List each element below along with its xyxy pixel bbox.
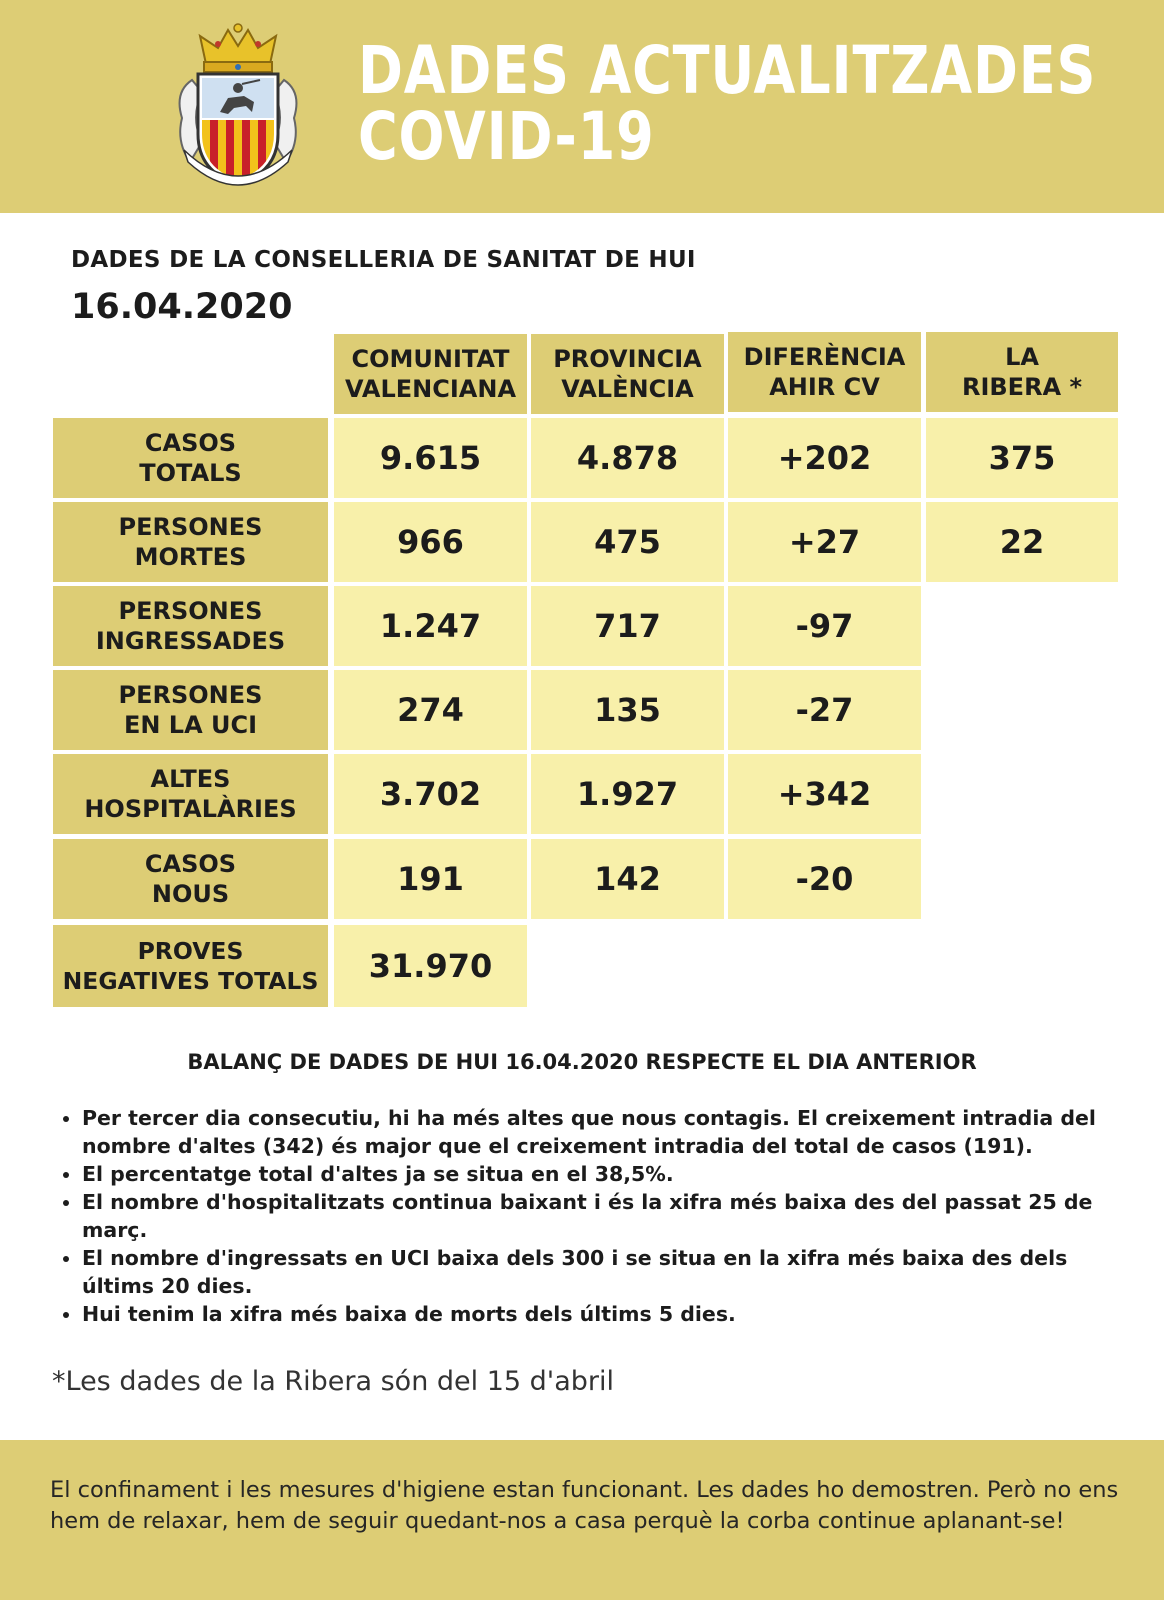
list-item: • El nombre d'hospitalitzats continua baixant i és la xifra més baixa des del passat 25 de març.: [82, 1188, 1142, 1244]
value-cell: +202: [728, 418, 921, 498]
row-label-persones-ingressades: PERSONES INGRESSADES: [53, 586, 328, 666]
value-cell: 142: [531, 839, 724, 919]
value-cell: 1.927: [531, 754, 724, 834]
value-cell: 375: [926, 418, 1118, 498]
column-header-comunitat: COMUNITAT VALENCIANA: [334, 334, 527, 414]
value-cell: 9.615: [334, 418, 527, 498]
ribera-footnote: *Les dades de la Ribera són del 15 d'abril: [52, 1366, 615, 1397]
column-header-provincia: PROVINCIA VALÈNCIA: [531, 334, 724, 414]
value-cell: 31.970: [334, 925, 527, 1007]
value-cell: 717: [531, 586, 724, 666]
value-cell: 135: [531, 670, 724, 750]
list-item: • Hui tenim la xifra més baixa de morts dels últims 5 dies.: [82, 1300, 1142, 1328]
list-item: • Per tercer dia consecutiu, hi ha més altes que nous contagis. El creixement intradia del nombre d'altes (342) és major que el creixement intradia del total de casos (191).: [82, 1104, 1142, 1160]
row-label-casos-nous: CASOS NOUS: [53, 839, 328, 919]
row-label-persones-mortes: PERSONES MORTES: [53, 502, 328, 582]
value-cell: 475: [531, 502, 724, 582]
column-header-diferencia: DIFERÈNCIA AHIR CV: [728, 332, 921, 412]
value-cell: 274: [334, 670, 527, 750]
title-line-1: DADES ACTUALITZADES: [358, 32, 1097, 109]
list-item: • El percentatge total d'altes ja se situa en el 38,5%.: [82, 1160, 1142, 1188]
report-date: 16.04.2020: [71, 287, 293, 327]
value-cell: 191: [334, 839, 527, 919]
row-label-persones-en-la-uci: PERSONES EN LA UCI: [53, 670, 328, 750]
value-cell: 4.878: [531, 418, 724, 498]
value-cell: 966: [334, 502, 527, 582]
value-cell: 1.247: [334, 586, 527, 666]
value-cell: 3.702: [334, 754, 527, 834]
page-title: [358, 32, 1097, 175]
footer-message: El confinament i les mesures d'higiene estan funcionant. Les dades ho demostren. Però no ens hem de relaxar, hem de seguir quedant-nos a casa perquè la corba continue aplanant-se!: [50, 1477, 1119, 1534]
value-cell: +27: [728, 502, 921, 582]
balance-title: BALANÇ DE DADES DE HUI 16.04.2020 RESPECTE EL DIA ANTERIOR: [187, 1050, 977, 1074]
list-item: • El nombre d'ingressats en UCI baixa dels 300 i se situa en la xifra més baixa des dels últims 20 dies.: [82, 1244, 1142, 1300]
row-label-casos-totals: CASOS TOTALS: [53, 418, 328, 498]
section-subtitle: DADES DE LA CONSELLERIA DE SANITAT DE HUI: [71, 247, 696, 273]
algemesi-crest-logo: [172, 22, 304, 194]
value-cell: -20: [728, 839, 921, 919]
crown-icon: [200, 24, 276, 72]
value-cell: -97: [728, 586, 921, 666]
row-label-altes-hospitalaries: ALTES HOSPITALÀRIES: [53, 754, 328, 834]
title-line-2: COVID-19: [358, 98, 655, 175]
value-cell: 22: [926, 502, 1118, 582]
value-cell: +342: [728, 754, 921, 834]
balance-bullet-list: [52, 1104, 1142, 1328]
value-cell: -27: [728, 670, 921, 750]
row-label-proves-negatives-totals: PROVES NEGATIVES TOTALS: [53, 925, 328, 1007]
column-header-la-ribera: LA RIBERA *: [926, 332, 1118, 412]
